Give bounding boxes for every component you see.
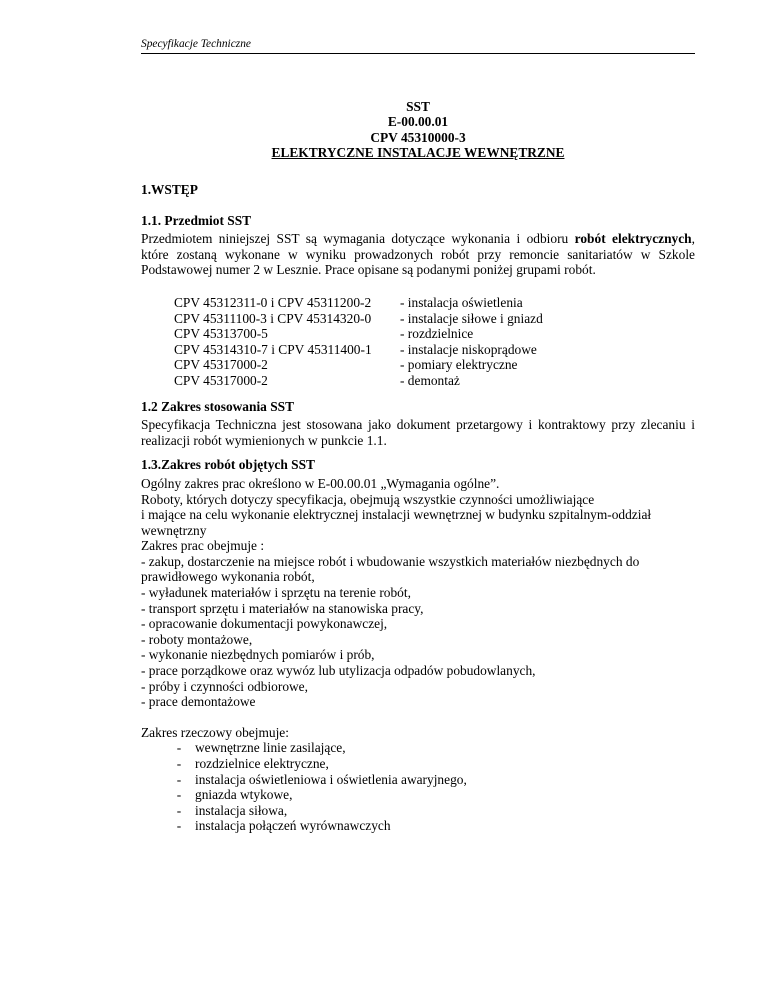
scope-list	[141, 740, 695, 834]
text-line: Zakres prac obejmuje :	[141, 538, 265, 554]
list-item-text: instalacja oświetleniowa i oświetlenia awaryjnego,	[195, 771, 467, 787]
title-line-code: E-00.00.01	[387, 114, 449, 130]
bullet-dash: -	[176, 740, 182, 756]
cpv-row	[174, 311, 695, 327]
document-body	[141, 182, 695, 834]
paragraph-bold-text: robót elektrycznych	[574, 231, 692, 247]
section-heading-1-2: 1.2 Zakres stosowania SST	[141, 398, 295, 414]
cpv-code: CPV 45317000-2	[174, 372, 268, 388]
text-line: i mające na celu wykonanie elektrycznej instalacji wewnętrznej w budynku szpitalnym-oddział wewnętrzny	[141, 507, 652, 538]
section-1-3-lines	[141, 476, 695, 710]
bullet-dash: -	[176, 771, 182, 787]
cpv-row	[174, 295, 695, 311]
text-line: - wykonanie niezbędnych pomiarów i prób,	[141, 647, 375, 663]
bullet-dash: -	[176, 818, 182, 834]
section-heading-1: 1.WSTĘP	[141, 182, 198, 197]
list-item-text: wewnętrzne linie zasilające,	[195, 740, 346, 756]
cpv-desc: - instalacje siłowe i gniazd	[400, 310, 543, 326]
cpv-row	[174, 342, 695, 358]
cpv-row	[174, 326, 695, 342]
text-line: - prace demontażowe	[141, 694, 256, 710]
text-line: Roboty, których dotyczy specyfikacja, obejmują wszystkie czynności umożliwiające	[141, 491, 595, 507]
cpv-code: CPV 45314310-7 i CPV 45311400-1	[174, 341, 372, 357]
bullet-dash: -	[176, 802, 182, 818]
text-line: - wyładunek materiałów i sprzętu na terenie robót,	[141, 585, 411, 601]
cpv-desc: - instalacje niskoprądowe	[400, 341, 537, 357]
bullet-dash: -	[176, 787, 182, 803]
cpv-table	[174, 295, 695, 389]
title-line-cpv: CPV 45310000-3	[370, 129, 466, 145]
list-item-text: instalacja połączeń wyrównawczych	[195, 818, 391, 834]
text-line: - opracowanie dokumentacji powykonawczej,	[141, 616, 388, 632]
bullet-dash: -	[176, 756, 182, 771]
title-block	[141, 99, 695, 161]
cpv-row	[174, 357, 695, 373]
section-1-2-paragraph: Specyfikacja Techniczna jest stosowana jako dokument przetargowy i kontraktowy przy zlecaniu i realizacji robót wymienionych w punkcie 1.1.	[141, 417, 695, 448]
list-item	[141, 818, 695, 834]
list-item	[141, 772, 695, 788]
cpv-desc: - instalacja oświetlenia	[400, 294, 523, 310]
cpv-row	[174, 373, 695, 389]
list-item	[141, 740, 695, 756]
text-line: - zakup, dostarczenie na miejsce robót i wbudowanie wszystkich materiałów niezbędnych do prawidłowego wykonania robót,	[141, 553, 640, 585]
list-item	[141, 756, 695, 772]
scope-intro: Zakres rzeczowy obejmuje:	[141, 724, 289, 740]
section-heading-1-3: 1.3.Zakres robót objętych SST	[141, 457, 315, 473]
cpv-code: CPV 45317000-2	[174, 357, 268, 373]
paragraph-text-before: Przedmiotem niniejszej SST są wymagania dotyczące wykonania i odbioru	[141, 231, 575, 247]
running-header: Specyfikacje Techniczne	[141, 38, 695, 54]
cpv-code: CPV 45312311-0 i CPV 45311200-2	[174, 294, 372, 310]
list-item-text: gniazda wtykowe,	[195, 787, 293, 803]
title-line-name: ELEKTRYCZNE INSTALACJE WEWNĘTRZNE	[271, 145, 565, 161]
list-item	[141, 787, 695, 803]
title-line-sst: SST	[406, 99, 430, 114]
list-item-text: instalacja siłowa,	[195, 802, 288, 818]
text-line: Ogólny zakres prac określono w E-00.00.01 „Wymagania ogólne”.	[141, 475, 500, 491]
cpv-desc: - pomiary elektryczne	[400, 357, 518, 373]
text-line: - próby i czynności odbiorowe,	[141, 678, 308, 694]
list-item	[141, 803, 695, 819]
cpv-code: CPV 45313700-5	[174, 326, 268, 342]
cpv-code: CPV 45311100-3 i CPV 45314320-0	[174, 310, 372, 326]
text-line: - transport sprzętu i materiałów na stanowiska pracy,	[141, 600, 424, 616]
paragraph-text-after: , które zostaną wykonane w wyniku prowadzonych robót przy remoncie sanitariatów w Szkole Podstawowej numer 2 w Lesznie. Prace opisane są podanymi poniżej grupami robót.	[141, 231, 695, 278]
text-line: - roboty montażowe,	[141, 631, 253, 647]
list-item-text: rozdzielnice elektryczne,	[195, 756, 329, 771]
cpv-desc: - rozdzielnice	[400, 326, 474, 342]
section-1-1-paragraph	[141, 231, 695, 278]
cpv-desc: - demontaż	[400, 372, 460, 388]
text-line: - prace porządkowe oraz wywóz lub utylizacja odpadów pobudowlanych,	[141, 663, 536, 679]
section-heading-1-1: 1.1. Przedmiot SST	[141, 212, 252, 228]
